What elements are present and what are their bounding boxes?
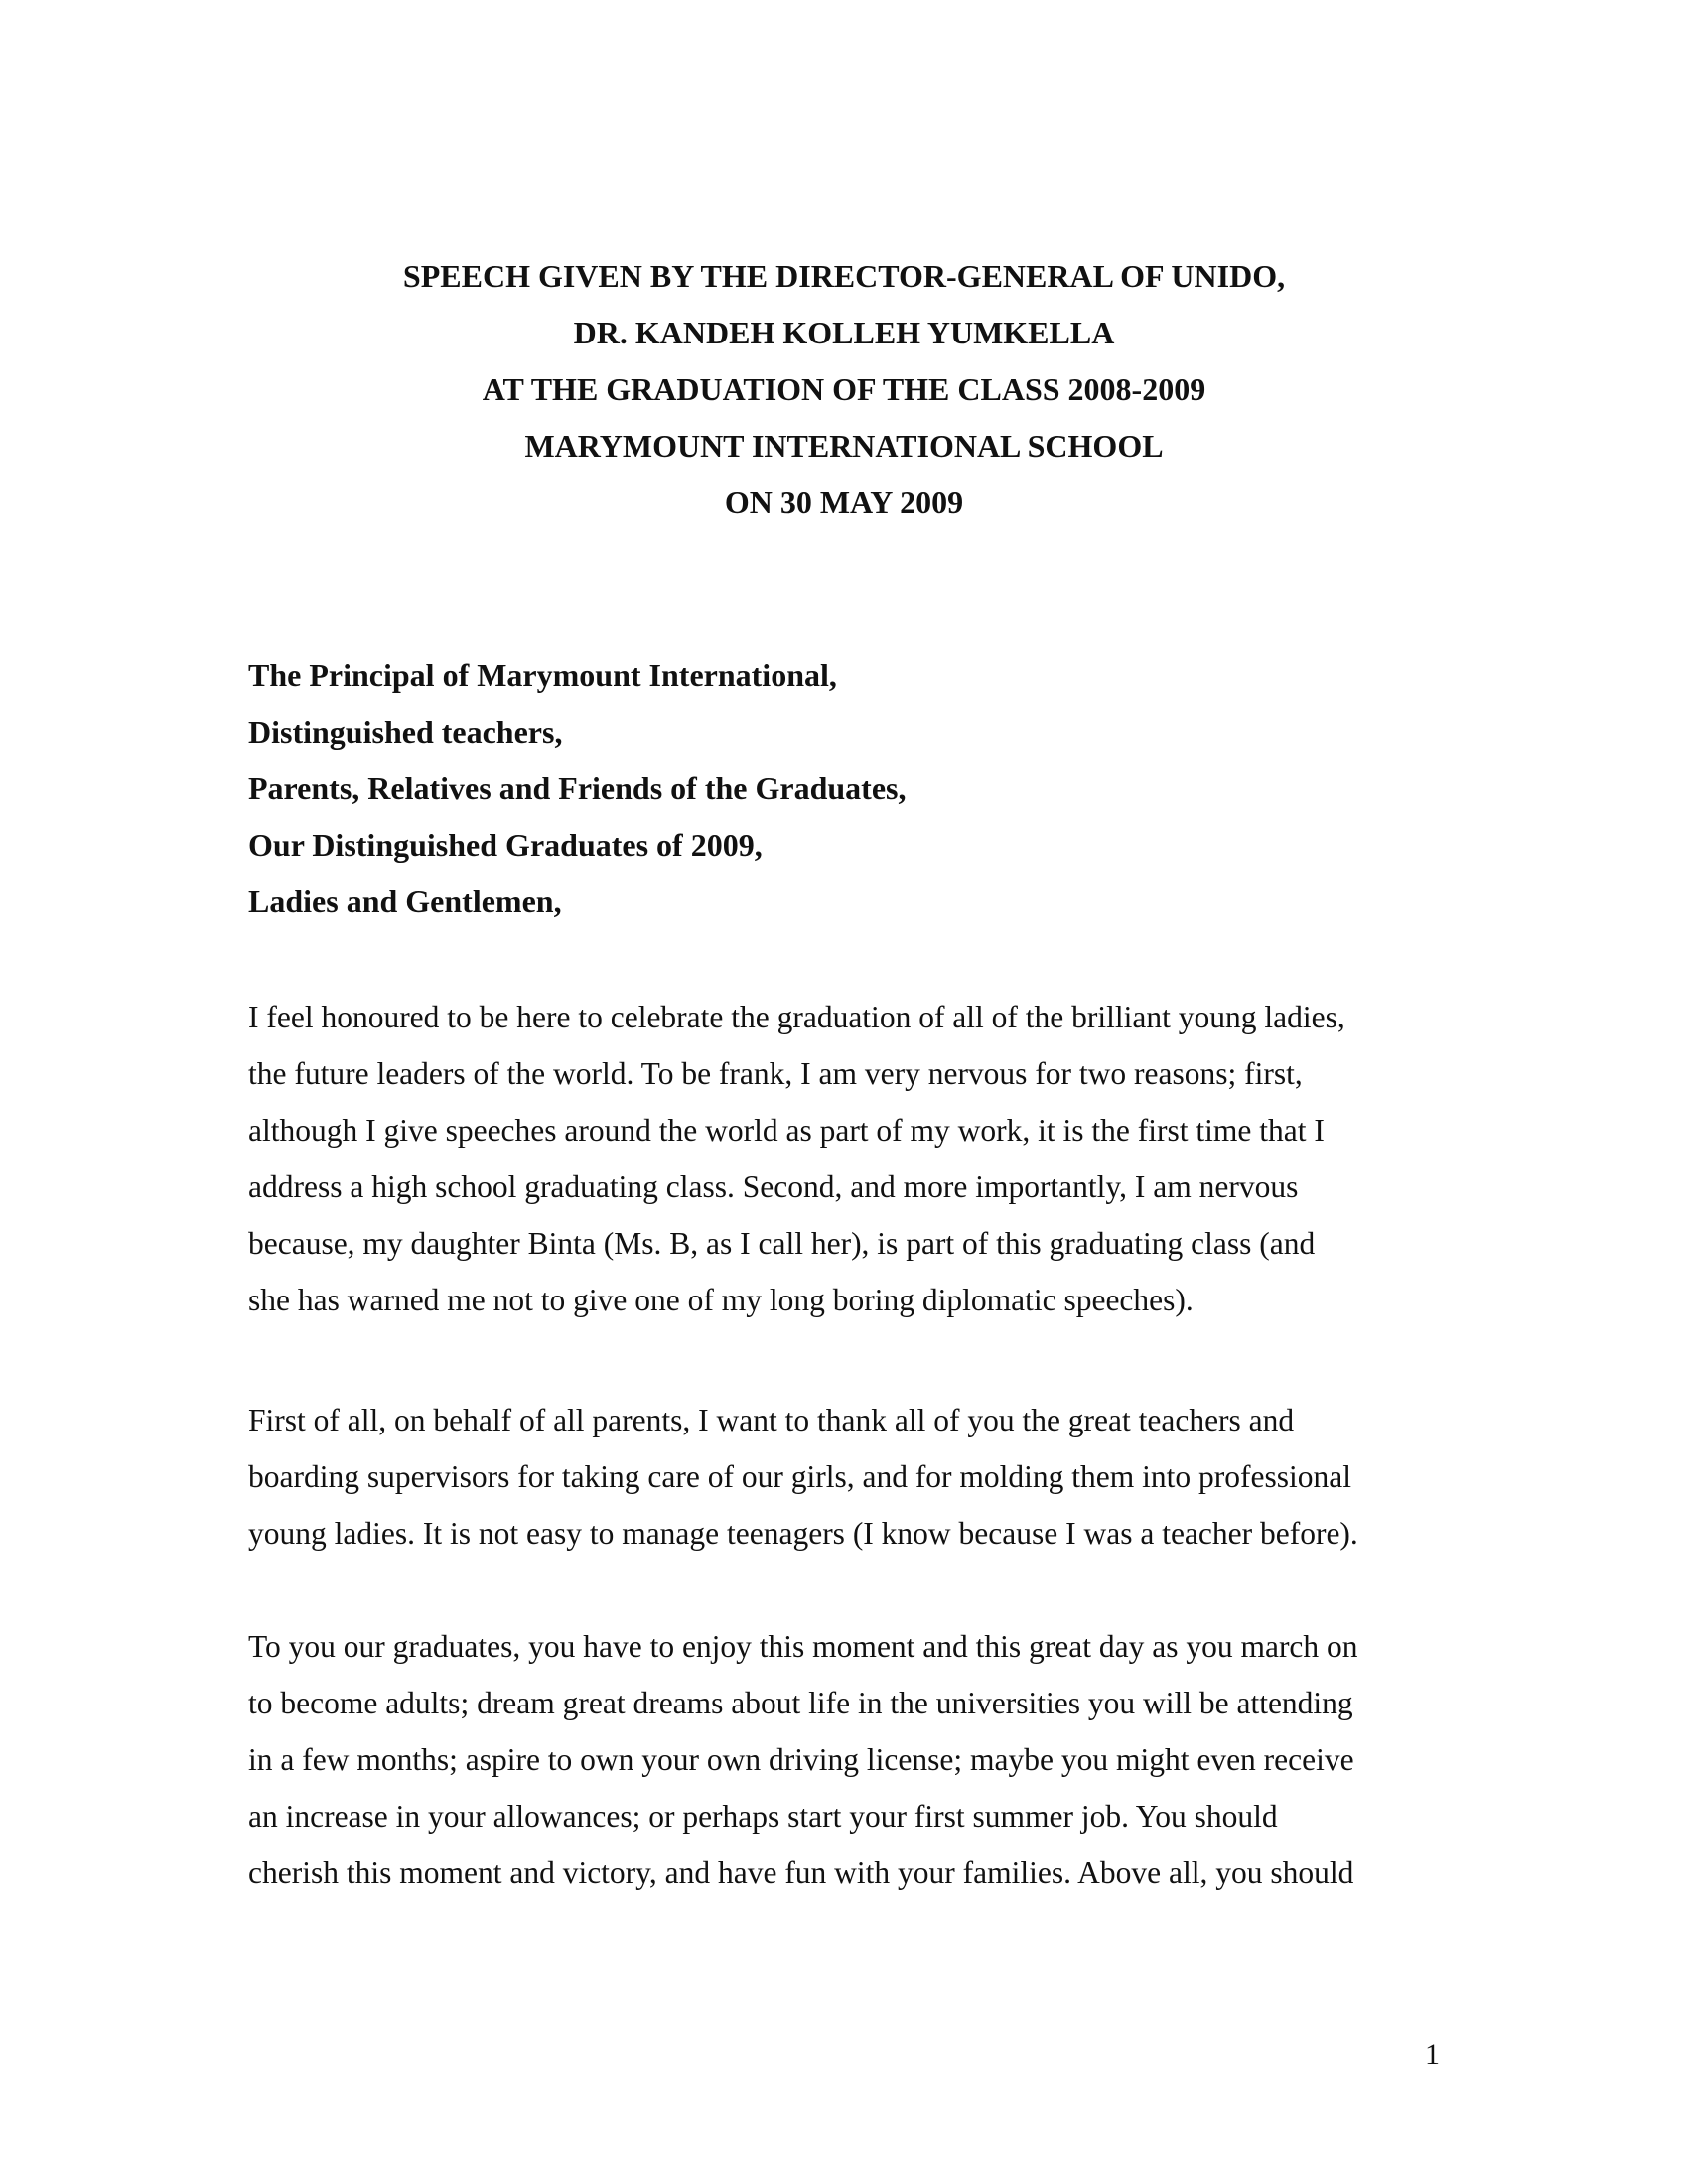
title-line: ON 30 MAY 2009 (724, 484, 964, 520)
salutation-line: Ladies and Gentlemen, (248, 884, 562, 919)
paragraph-line: an increase in your allowances; or perhaps start your first summer job. You should (248, 1799, 1278, 1834)
paragraph-line: although I give speeches around the world as part of my work, it is the first time that I (248, 1113, 1325, 1148)
paragraph-honoured (248, 989, 1440, 1328)
paragraph-line: to become adults; dream great dreams about life in the universities you will be attending (248, 1686, 1353, 1720)
salutation-line: Parents, Relatives and Friends of the Graduates, (248, 770, 907, 806)
paragraph-line: young ladies. It is not easy to manage teenagers (I know because I was a teacher before). (248, 1516, 1358, 1551)
title-line: SPEECH GIVEN BY THE DIRECTOR-GENERAL OF UNIDO, (402, 258, 1286, 294)
paragraph-line: I feel honoured to be here to celebrate the graduation of all of the brilliant young ladies, (248, 1000, 1345, 1034)
salutation-line: The Principal of Marymount International, (248, 657, 837, 693)
paragraph-line: she has warned me not to give one of my long boring diplomatic speeches). (248, 1283, 1194, 1317)
salutation-line: Distinguished teachers, (248, 714, 563, 750)
title-line: DR. KANDEH KOLLEH YUMKELLA (573, 315, 1115, 350)
paragraph-line: First of all, on behalf of all parents, I want to thank all of you the great teachers and (248, 1403, 1295, 1437)
paragraph-line: boarding supervisors for taking care of our girls, and for molding them into professional (248, 1459, 1352, 1494)
paragraph-line: because, my daughter Binta (Ms. B, as I call her), is part of this graduating class (and (248, 1226, 1316, 1261)
title-line: MARYMOUNT INTERNATIONAL SCHOOL (524, 428, 1164, 464)
title-line: AT THE GRADUATION OF THE CLASS 2008-2009 (482, 371, 1206, 407)
speech-title (248, 248, 1440, 531)
page-number: 1 (1425, 2038, 1440, 2071)
paragraph-line: address a high school graduating class. Second, and more importantly, I am nervous (248, 1169, 1299, 1204)
salutation-line: Our Distinguished Graduates of 2009, (248, 827, 763, 863)
paragraph-thanks (248, 1392, 1440, 1562)
salutation-block (248, 647, 1440, 930)
paragraph-line: in a few months; aspire to own your own driving license; maybe you might even receive (248, 1742, 1354, 1777)
paragraph-line: To you our graduates, you have to enjoy this moment and this great day as you march on (248, 1629, 1358, 1664)
paragraph-line: the future leaders of the world. To be frank, I am very nervous for two reasons; first, (248, 1056, 1303, 1091)
paragraph-graduates (248, 1618, 1440, 1901)
paragraph-line: cherish this moment and victory, and have fun with your families. Above all, you should (248, 1855, 1354, 1890)
